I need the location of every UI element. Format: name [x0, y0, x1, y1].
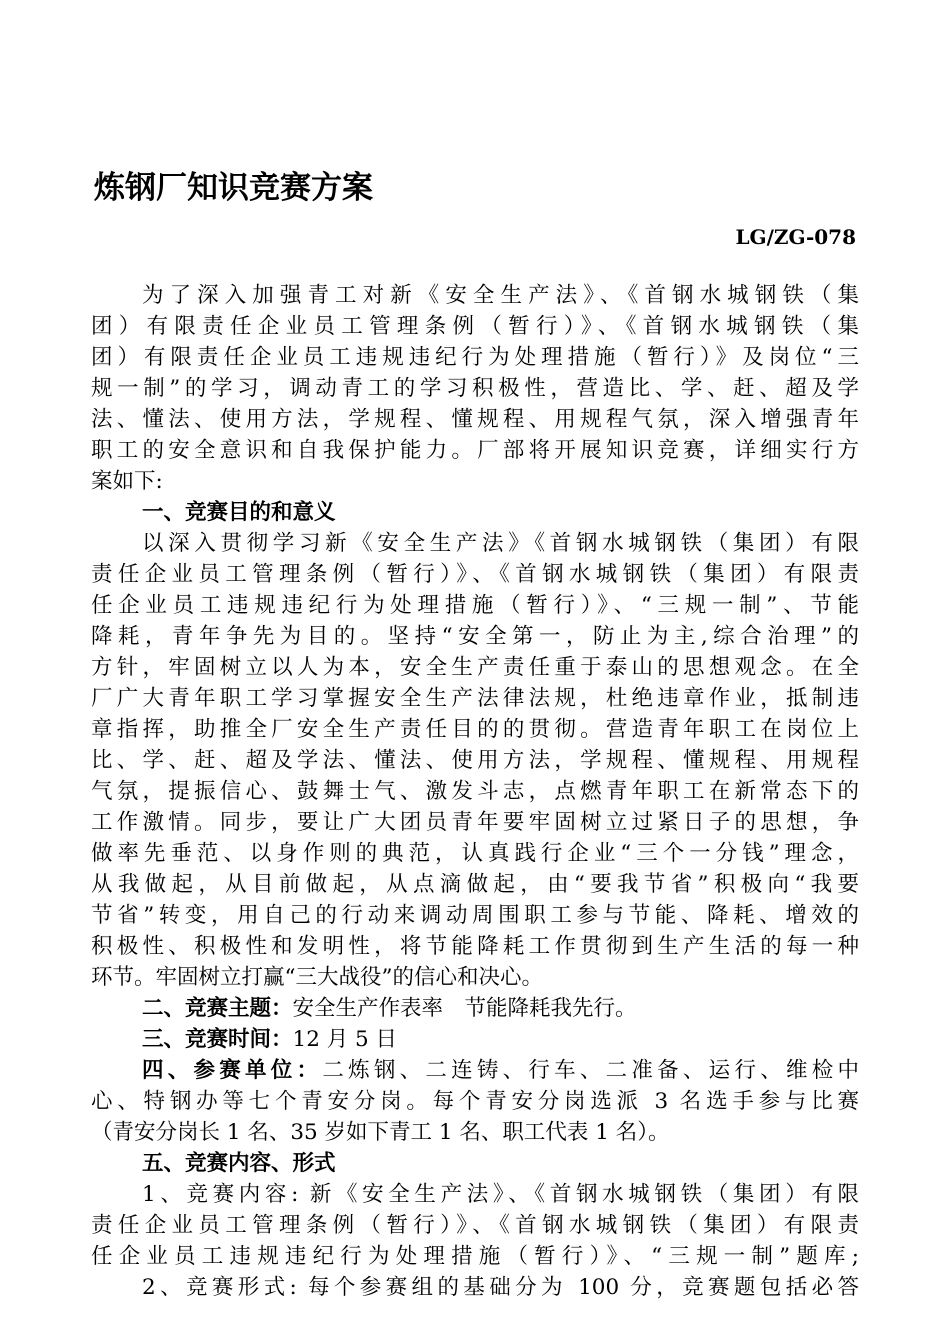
section1-line: 从我做起，从目前做起，从点滴做起，由“要我节省”积极向“我要: [91, 872, 859, 897]
document-title: 炼钢厂知识竞赛方案: [94, 170, 373, 206]
section-heading-purpose: 一、竞赛目的和意义: [142, 500, 336, 525]
section5-item1-line: 任企业员工违规违纪行为处理措施（暂行）》、“三规一制”题库;: [91, 1244, 859, 1269]
section1-line: 以深入贯彻学习新《安全生产法》《首钢水城钢铁（集团）有限: [142, 531, 859, 556]
section1-line: 厂广大青年职工学习掌握安全生产法律法规，杜绝违章作业，抵制违: [91, 686, 859, 711]
section1-line: 做率先垂范、以身作则的典范，认真践行企业“三个一分钱”理念，: [91, 841, 859, 866]
section1-line: 工作激情。同步，要让广大团员青年要牢固树立过紧日子的思想，争: [91, 810, 859, 835]
section1-line: 方针，牢固树立以人为本，安全生产责任重于泰山的思想观念。在全: [91, 655, 859, 680]
intro-line: 案如下:: [91, 469, 163, 494]
section-units-label: 四、参赛单位：: [142, 1058, 323, 1083]
document-body: [91, 280, 859, 1303]
section-units: [91, 1055, 859, 1086]
section1-line: 降耗，青年争先为目的。坚持“安全第一，防止为主,综合治理”的: [91, 624, 859, 649]
section1-line: 环节。牢固树立打赢“三大战役”的信心和决心。: [91, 965, 543, 990]
section-time: [91, 1024, 859, 1055]
section1-line: 责任企业员工管理条例（暂行）》、《首钢水城钢铁（集团）有限责: [91, 562, 859, 587]
section-heading-content: 五、竞赛内容、形式: [142, 1151, 336, 1176]
section4-line: （青安分岗长 1 名、35 岁如下青工 1 名、职工代表 1 名）。: [91, 1120, 670, 1145]
intro-line: 法、懂法、使用方法，学规程、懂规程、用规程气氛，深入增强青年: [91, 407, 859, 432]
section-theme-text: 安全生产作表率 节能降耗我先行。: [292, 996, 637, 1021]
intro-line: 团）有限责任企业员工管理条例（暂行）》、《首钢水城钢铁（集: [91, 314, 859, 339]
intro-line: 规一制”的学习，调动青工的学习积极性，营造比、学、赶、超及学: [91, 376, 859, 401]
section1-line: 任企业员工违规违纪行为处理措施（暂行）》、“三规一制”、节能: [91, 593, 859, 618]
section-theme-label: 二、竞赛主题：: [142, 996, 293, 1021]
section1-line: 节省”转变，用自己的行动来调动周围职工参与节能、降耗、增效的: [91, 903, 859, 928]
section4-line: 心、特钢办等七个青安分岗。每个青安分岗选派 3 名选手参与比赛: [91, 1089, 859, 1114]
document-code: LG/ZG-078: [735, 225, 856, 249]
section5-item2-line: 2、竞赛形式: 每个参赛组的基础分为 100 分，竞赛题包括必答: [142, 1275, 859, 1300]
section-units-text: 二炼钢、二连铸、行车、二准备、运行、维检中: [322, 1058, 859, 1083]
section5-item1-line: 1、竞赛内容: 新《安全生产法》、《首钢水城钢铁（集团）有限: [142, 1182, 859, 1207]
section5-item1-line: 责任企业员工管理条例（暂行）》、《首钢水城钢铁（集团）有限责: [91, 1213, 859, 1238]
section1-line: 章指挥，助推全厂安全生产责任目的的贯彻。营造青年职工在岗位上: [91, 717, 859, 742]
section-theme: [91, 993, 859, 1024]
intro-line: 职工的安全意识和自我保护能力。厂部将开展知识竞赛，详细实行方: [91, 438, 859, 463]
section-time-label: 三、竞赛时间：: [142, 1027, 293, 1052]
section1-line: 气氛，提振信心、鼓舞士气、激发斗志，点燃青年职工在新常态下的: [91, 779, 859, 804]
section1-line: 比、学、赶、超及学法、懂法、使用方法，学规程、懂规程、用规程: [91, 748, 859, 773]
intro-line: 团）有限责任企业员工违规违纪行为处理措施（暂行）》及岗位“三: [91, 345, 859, 370]
section1-line: 积极性、积极性和发明性，将节能降耗工作贯彻到生产生活的每一种: [91, 934, 859, 959]
intro-line: 为了深入加强青工对新《安全生产法》、《首钢水城钢铁（集: [142, 283, 859, 308]
section-time-text: 12 月 5 日: [292, 1027, 398, 1052]
